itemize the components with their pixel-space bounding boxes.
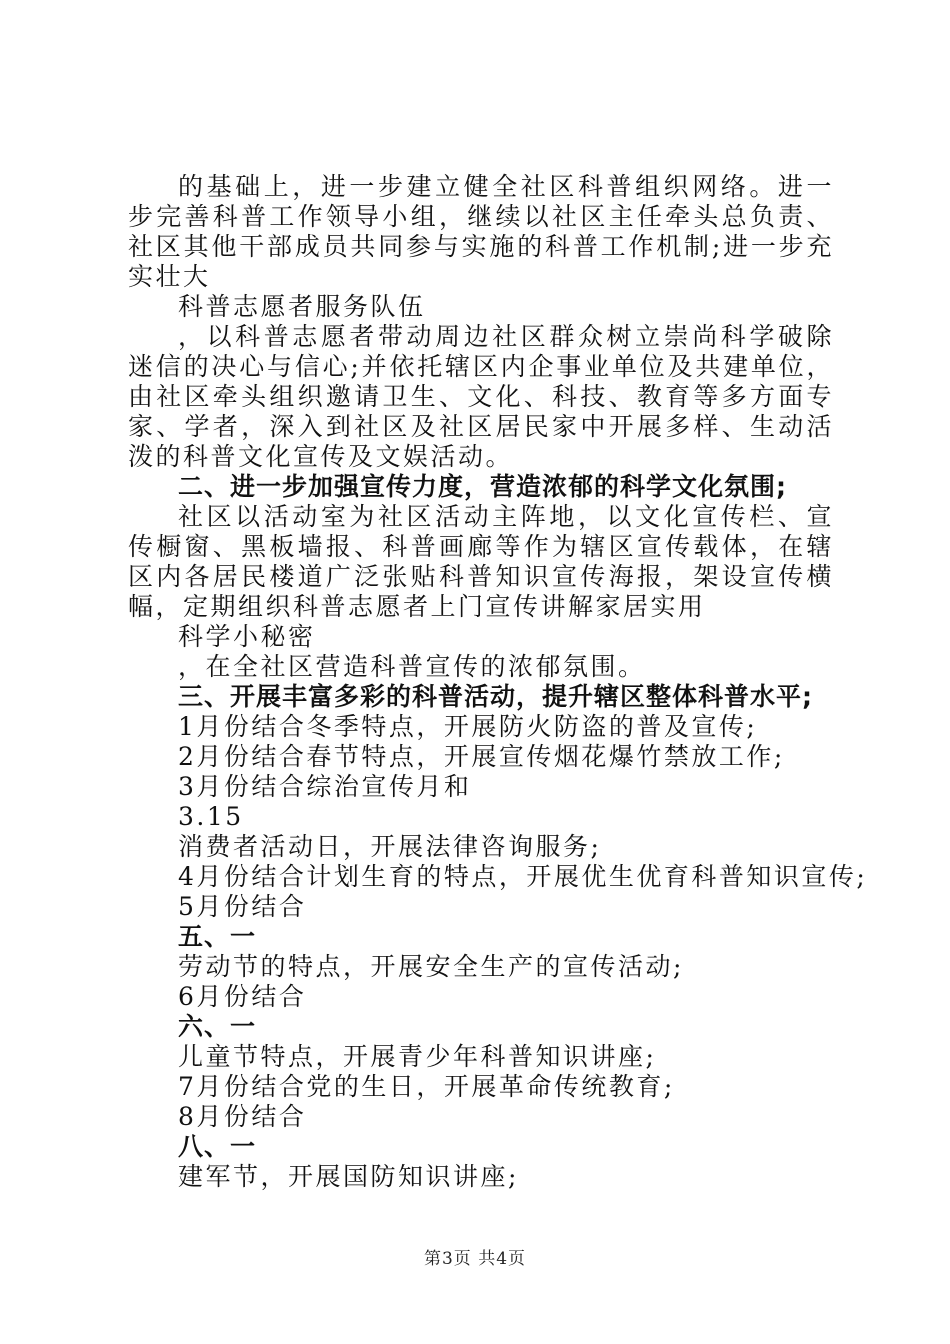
list-item: 儿童节特点，开展青少年科普知识讲座; (178, 1042, 657, 1071)
list-item: 7月份结合党的生日，开展革命传统教育; (178, 1072, 675, 1101)
list-item: 2月份结合春节特点，开展宣传烟花爆竹禁放工作; (178, 742, 785, 771)
list-item: 劳动节的特点，开展安全生产的宣传活动; (178, 952, 684, 981)
list-item: 3月份结合综治宣传月和 (178, 772, 472, 801)
page-footer: 第3页 共4页 (423, 1249, 527, 1269)
list-item: 建军节，开展国防知识讲座; (178, 1162, 519, 1191)
list-item: 4月份结合计划生育的特点，开展优生优育科普知识宣传; (178, 862, 868, 891)
text-line: 科学小秘密 (178, 622, 316, 651)
list-item: 5月份结合 (178, 892, 307, 921)
paragraph-1: 的基础上，进一步建立健全社区科普组织网络。进一步完善科普工作领导小组，继续以社区主任牵头总负责、社区其他干部成员共同参与实施的科普工作机制;进一步充实壮大 (128, 172, 834, 291)
list-item: 3.15 (178, 802, 244, 831)
section-heading-6: 六、一 (178, 1012, 257, 1041)
text-line: 科普志愿者服务队伍 (178, 292, 426, 321)
section-heading-2: 二、进一步加强宣传力度，营造浓郁的科学文化氛围; (178, 472, 787, 501)
section-heading-3: 三、开展丰富多彩的科普活动，提升辖区整体科普水平; (178, 682, 813, 711)
list-item: 6月份结合 (178, 982, 307, 1011)
paragraph-2: ，以科普志愿者带动周边社区群众树立崇尚科学破除迷信的决心与信心;并依托辖区内企事业单位及共建单位，由社区牵头组织邀请卫生、文化、科技、教育等多方面专家、学者，深入到社区及社区居民家中开展多样、生动活泼的科普文化宣传及文娱活动。 (128, 322, 834, 471)
list-item: 1月份结合冬季特点，开展防火防盗的普及宣传; (178, 712, 758, 741)
document-body (128, 172, 868, 1192)
text-line: ，在全社区营造科普宣传的浓郁氛围。 (178, 652, 646, 681)
list-item: 消费者活动日，开展法律咨询服务; (178, 832, 602, 861)
paragraph-3: 社区以活动室为社区活动主阵地，以文化宣传栏、宣传橱窗、黑板墙报、科普画廊等作为辖区宣传载体，在辖区内各居民楼道广泛张贴科普知识宣传海报，架设宣传横幅，定期组织科普志愿者上门宣传讲解家居实用 (128, 502, 834, 621)
list-item: 8月份结合 (178, 1102, 307, 1131)
section-heading-5: 五、一 (178, 922, 257, 951)
section-heading-8: 八、一 (178, 1132, 257, 1161)
